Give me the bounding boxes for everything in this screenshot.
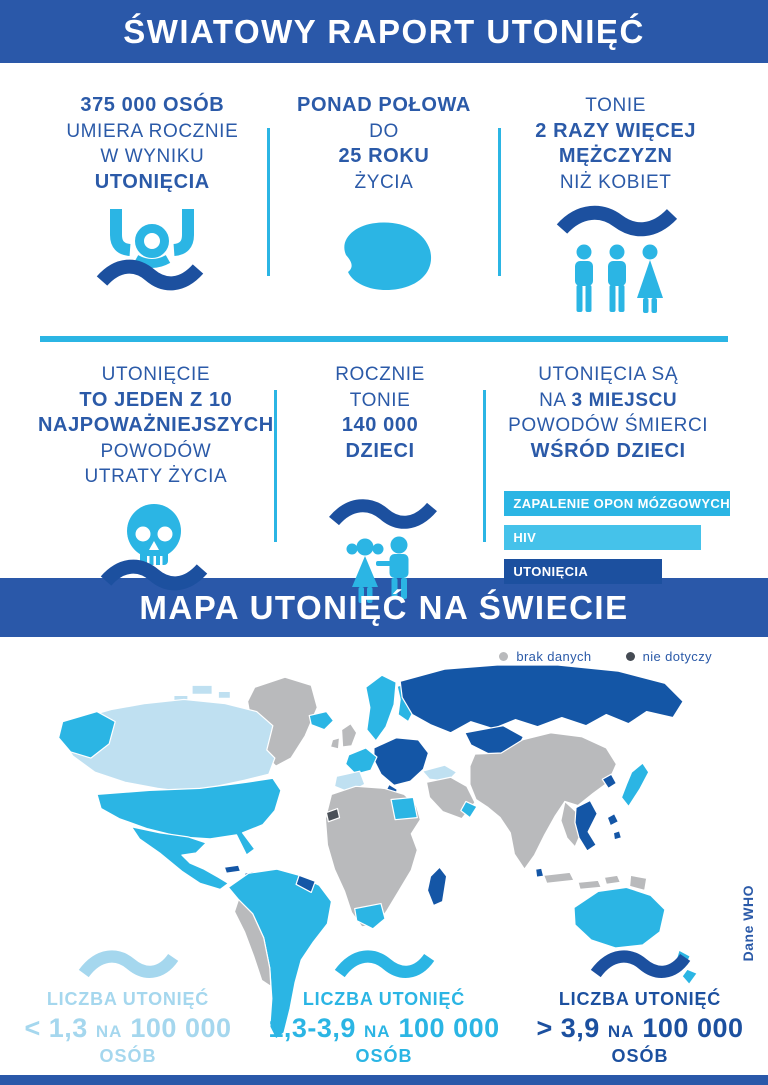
stats-row-1 bbox=[38, 93, 730, 322]
stat-line: TONIE bbox=[585, 95, 647, 116]
region-japan bbox=[621, 763, 648, 806]
stat-line: TONIE bbox=[349, 389, 411, 411]
region-france bbox=[346, 748, 377, 774]
region-indonesia bbox=[544, 872, 574, 883]
stat-children-deaths-text bbox=[335, 362, 425, 489]
stat-top10-causes-text bbox=[38, 362, 274, 489]
legend-rate-mid bbox=[256, 949, 512, 1067]
legend-unit: OSÓB bbox=[611, 1046, 669, 1066]
stats-row-2 bbox=[38, 362, 730, 619]
stat-line: UMIERA ROCZNIE bbox=[66, 120, 239, 142]
stat-line: ŻYCIA bbox=[354, 171, 414, 193]
footer-bar bbox=[0, 1075, 768, 1085]
stat-line: NIŻ KOBIET bbox=[559, 171, 672, 193]
drowning-person-icon bbox=[92, 205, 212, 302]
stat-annual-deaths bbox=[38, 93, 267, 322]
stat-line: MĘŻCZYZN bbox=[558, 145, 673, 167]
stat-third-cause-text bbox=[508, 362, 708, 489]
stat-men-vs-women-text bbox=[535, 93, 696, 195]
bar-hiv: HIV bbox=[504, 525, 700, 550]
stat-line: UTONIĘCIA SĄ bbox=[538, 364, 679, 385]
map-section bbox=[0, 637, 768, 1075]
region-iceland bbox=[309, 712, 333, 730]
region-thailand-vietnam bbox=[575, 800, 597, 851]
wave-icon bbox=[332, 949, 436, 981]
stat-line: ROCZNIE bbox=[335, 364, 425, 385]
legend-value: > 3,9 NA 100 000 bbox=[536, 1013, 744, 1043]
region-russia bbox=[400, 665, 683, 733]
wave-people-icon bbox=[546, 205, 686, 322]
region-madagascar bbox=[427, 867, 446, 905]
stat-under-25 bbox=[270, 93, 499, 322]
water-blob-icon bbox=[329, 217, 439, 300]
bar-meningitis: ZAPALENIE OPON MÓZGOWYCH bbox=[504, 491, 730, 516]
stat-line: UTRATY ŻYCIA bbox=[84, 466, 228, 487]
stat-line: POWODÓW bbox=[100, 440, 212, 462]
legend-title: LICZBA UTONIĘĆ bbox=[302, 989, 466, 1009]
region-asia bbox=[470, 733, 617, 869]
map-credit: Dane WHO bbox=[740, 885, 756, 962]
wave-icon bbox=[76, 949, 180, 981]
stat-line: 2 RAZY WIĘCEJ bbox=[535, 119, 697, 142]
legend-unit: OSÓB bbox=[99, 1046, 157, 1066]
region-eastern-europe bbox=[374, 738, 429, 785]
region-australia bbox=[574, 887, 665, 948]
wave-icon bbox=[588, 949, 692, 981]
legend-title: LICZBA UTONIĘĆ bbox=[558, 989, 722, 1009]
legend-value: < 1,3 NA 100 000 bbox=[24, 1013, 232, 1043]
region-ireland bbox=[330, 738, 339, 749]
region-new-guinea bbox=[630, 875, 647, 890]
region-egypt bbox=[391, 797, 417, 819]
legend-title: LICZBA UTONIĘĆ bbox=[46, 989, 210, 1009]
bar-drownings: UTONIĘCIA bbox=[504, 559, 662, 584]
main-title-banner bbox=[0, 0, 768, 63]
region-canada-archipelago bbox=[192, 685, 212, 694]
stat-line: NA 3 MIEJSCU bbox=[539, 389, 678, 411]
region-caribbean bbox=[224, 865, 240, 873]
stat-third-cause bbox=[486, 362, 730, 619]
stat-line: 25 ROKU bbox=[338, 145, 430, 167]
stat-line: DO bbox=[369, 120, 399, 142]
legend-value: 1,3-3,9 NA 100 000 bbox=[268, 1013, 500, 1043]
stat-men-vs-women bbox=[501, 93, 730, 322]
region-indonesia bbox=[578, 880, 601, 889]
stat-annual-deaths-text bbox=[66, 93, 238, 195]
stat-line: UTONIĘCIE bbox=[101, 364, 211, 385]
region-philippines bbox=[613, 831, 621, 840]
main-title: ŚWIATOWY RAPORT UTONIĘĆ bbox=[123, 12, 645, 50]
stat-line: 375 000 OSÓB bbox=[80, 94, 225, 116]
stat-line: W WYNIKU bbox=[100, 146, 205, 167]
legend-rate-low bbox=[0, 949, 256, 1067]
legend-label: brak danych bbox=[516, 649, 592, 664]
stat-top10-causes bbox=[38, 362, 274, 619]
stat-line: PONAD POŁOWA bbox=[297, 94, 471, 116]
region-uk bbox=[342, 724, 357, 747]
region-philippines bbox=[607, 814, 618, 826]
region-south-africa bbox=[355, 904, 385, 929]
map-rate-legend bbox=[0, 949, 768, 1067]
death-causes-bar-chart bbox=[486, 491, 730, 593]
region-sri-lanka bbox=[536, 868, 544, 877]
stat-under-25-text bbox=[297, 93, 471, 195]
horizontal-divider bbox=[40, 336, 728, 342]
stat-line: 140 000 bbox=[341, 414, 419, 436]
stat-line: NAJPOWAŻNIEJSZYCH bbox=[38, 414, 274, 436]
stat-line: UTONIĘCIA bbox=[94, 170, 210, 193]
legend-unit: OSÓB bbox=[355, 1046, 413, 1066]
stats-section bbox=[0, 63, 768, 578]
stat-line: TO JEDEN Z 10 bbox=[79, 388, 233, 411]
stat-line: WŚRÓD DZIECI bbox=[530, 439, 686, 462]
region-indonesia bbox=[604, 875, 620, 884]
stat-line: POWODÓW ŚMIERCI bbox=[508, 415, 709, 436]
map-title: MAPA UTONIĘĆ NA ŚWIECIE bbox=[139, 588, 629, 626]
stat-line: DZIECI bbox=[345, 439, 415, 462]
stat-children-deaths bbox=[277, 362, 484, 619]
legend-label: nie dotyczy bbox=[642, 649, 712, 664]
legend-rate-high bbox=[512, 949, 768, 1067]
region-scandinavia bbox=[366, 675, 396, 741]
region-canada-archipelago bbox=[218, 691, 230, 698]
